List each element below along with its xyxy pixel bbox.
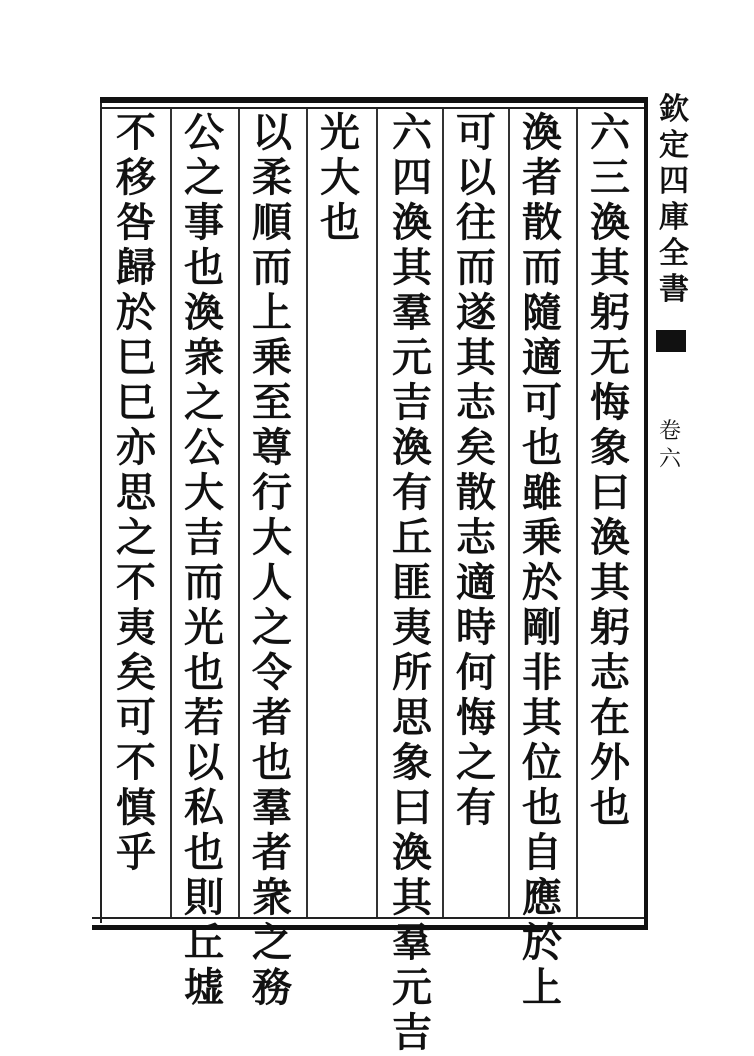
glyph: 於: [522, 919, 562, 966]
glyph: 曰: [590, 469, 630, 516]
glyph: 墟: [184, 964, 224, 1011]
glyph: 躬: [590, 289, 630, 336]
glyph: 也: [320, 199, 360, 246]
glyph: 有: [456, 784, 496, 831]
glyph: 四: [659, 164, 689, 199]
column-divider: [442, 109, 444, 917]
glyph: 以: [456, 154, 496, 201]
glyph: 渙: [392, 424, 432, 471]
glyph: 渙: [184, 289, 224, 336]
glyph: 散: [522, 199, 562, 246]
glyph: 而: [522, 244, 562, 291]
glyph: 公: [184, 109, 224, 156]
glyph: 吉: [184, 514, 224, 561]
glyph: 不: [116, 739, 156, 786]
text-column-2: [514, 110, 570, 1010]
glyph: 丘: [184, 919, 224, 966]
glyph: 於: [522, 559, 562, 606]
text-column-1: [582, 110, 638, 830]
glyph: 至: [252, 379, 292, 426]
glyph: 何: [456, 649, 496, 696]
column-divider: [508, 109, 510, 917]
glyph: 慎: [116, 784, 156, 831]
glyph: 渙: [392, 829, 432, 876]
text-column-4: [384, 110, 440, 1055]
glyph: 於: [116, 289, 156, 336]
glyph: 大: [252, 514, 292, 561]
glyph: 而: [456, 244, 496, 291]
glyph: 思: [392, 694, 432, 741]
glyph: 志: [590, 649, 630, 696]
glyph: 光: [320, 109, 360, 156]
glyph: 元: [392, 964, 432, 1011]
glyph: 渙: [590, 199, 630, 246]
glyph: 之: [116, 514, 156, 561]
glyph: 之: [252, 604, 292, 651]
volume-marker-block: [656, 330, 686, 352]
glyph: 矣: [116, 649, 156, 696]
glyph: 其: [392, 244, 432, 291]
glyph: 也: [590, 784, 630, 831]
glyph: 六: [392, 109, 432, 156]
glyph: 乗: [522, 514, 562, 561]
margin-book-title: [652, 92, 696, 308]
glyph: 巳: [116, 379, 156, 426]
glyph: 象: [392, 739, 432, 786]
glyph: 渙: [522, 109, 562, 156]
column-divider: [170, 109, 172, 917]
glyph: 衆: [252, 874, 292, 921]
glyph: 也: [184, 649, 224, 696]
glyph: 上: [252, 289, 292, 336]
glyph: 渙: [392, 199, 432, 246]
glyph: 大: [184, 469, 224, 516]
top-border-thin: [100, 107, 648, 109]
glyph: 亦: [116, 424, 156, 471]
glyph: 也: [184, 244, 224, 291]
glyph: 柔: [252, 154, 292, 201]
glyph: 咎: [116, 199, 156, 246]
glyph: 其: [392, 874, 432, 921]
glyph: 者: [252, 829, 292, 876]
margin-volume-label: [652, 418, 688, 474]
glyph: 之: [184, 154, 224, 201]
glyph: 剛: [522, 604, 562, 651]
glyph: 躬: [590, 604, 630, 651]
glyph: 之: [184, 379, 224, 426]
glyph: 不: [116, 559, 156, 606]
glyph: 令: [252, 649, 292, 696]
glyph: 應: [522, 874, 562, 921]
top-border-thick: [100, 97, 648, 103]
text-column-5: [312, 110, 368, 245]
glyph: 乗: [252, 334, 292, 381]
glyph: 往: [456, 199, 496, 246]
column-divider: [306, 109, 308, 917]
glyph: 志: [456, 514, 496, 561]
column-divider: [376, 109, 378, 917]
glyph: 書: [659, 272, 689, 307]
glyph: 羣: [392, 289, 432, 336]
glyph: 也: [522, 784, 562, 831]
glyph: 在: [590, 694, 630, 741]
glyph: 定: [659, 128, 689, 163]
glyph: 丘: [392, 514, 432, 561]
glyph: 有: [392, 469, 432, 516]
glyph: 私: [184, 784, 224, 831]
glyph: 矣: [456, 424, 496, 471]
glyph: 則: [184, 874, 224, 921]
glyph: 庫: [659, 200, 689, 235]
right-border: [644, 103, 648, 925]
glyph: 可: [456, 109, 496, 156]
glyph: 元: [392, 334, 432, 381]
column-divider: [238, 109, 240, 917]
text-column-8: [108, 110, 164, 875]
glyph: 遂: [456, 289, 496, 336]
glyph: 无: [590, 334, 630, 381]
glyph: 其: [456, 334, 496, 381]
glyph: 吉: [392, 1009, 432, 1056]
glyph: 非: [522, 649, 562, 696]
glyph: 六: [658, 447, 681, 472]
glyph: 巳: [116, 334, 156, 381]
glyph: 其: [522, 694, 562, 741]
glyph: 四: [392, 154, 432, 201]
glyph: 全: [659, 236, 689, 271]
text-column-6: [244, 110, 300, 1010]
glyph: 以: [184, 739, 224, 786]
glyph: 夷: [116, 604, 156, 651]
glyph: 歸: [116, 244, 156, 291]
glyph: 而: [252, 244, 292, 291]
glyph: 思: [116, 469, 156, 516]
text-column-7: [176, 110, 232, 1010]
glyph: 乎: [116, 829, 156, 876]
glyph: 以: [252, 109, 292, 156]
glyph: 象: [590, 424, 630, 471]
glyph: 若: [184, 694, 224, 741]
glyph: 隨: [522, 289, 562, 336]
glyph: 尊: [252, 424, 292, 471]
glyph: 可: [522, 379, 562, 426]
glyph: 所: [392, 649, 432, 696]
glyph: 公: [184, 424, 224, 471]
glyph: 時: [456, 604, 496, 651]
glyph: 適: [522, 334, 562, 381]
column-divider: [576, 109, 578, 917]
glyph: 位: [522, 739, 562, 786]
glyph: 自: [522, 829, 562, 876]
glyph: 欽: [659, 92, 689, 127]
glyph: 六: [590, 109, 630, 156]
glyph: 其: [590, 559, 630, 606]
glyph: 適: [456, 559, 496, 606]
glyph: 務: [252, 964, 292, 1011]
glyph: 人: [252, 559, 292, 606]
glyph: 者: [522, 154, 562, 201]
glyph: 卷: [658, 419, 681, 444]
glyph: 志: [456, 379, 496, 426]
glyph: 曰: [392, 784, 432, 831]
left-border: [100, 103, 102, 923]
glyph: 雖: [522, 469, 562, 516]
glyph: 之: [252, 919, 292, 966]
glyph: 渙: [590, 514, 630, 561]
glyph: 而: [184, 559, 224, 606]
glyph: 之: [456, 739, 496, 786]
glyph: 上: [522, 964, 562, 1011]
glyph: 者: [252, 694, 292, 741]
glyph: 羣: [392, 919, 432, 966]
glyph: 其: [590, 244, 630, 291]
glyph: 光: [184, 604, 224, 651]
glyph: 衆: [184, 334, 224, 381]
glyph: 順: [252, 199, 292, 246]
glyph: 匪: [392, 559, 432, 606]
glyph: 羣: [252, 784, 292, 831]
glyph: 可: [116, 694, 156, 741]
glyph: 不: [116, 109, 156, 156]
glyph: 也: [184, 829, 224, 876]
glyph: 也: [252, 739, 292, 786]
glyph: 吉: [392, 379, 432, 426]
glyph: 移: [116, 154, 156, 201]
glyph: 悔: [456, 694, 496, 741]
glyph: 悔: [590, 379, 630, 426]
text-column-3: [448, 110, 504, 830]
glyph: 夷: [392, 604, 432, 651]
glyph: 也: [522, 424, 562, 471]
glyph: 散: [456, 469, 496, 516]
glyph: 三: [590, 154, 630, 201]
glyph: 外: [590, 739, 630, 786]
glyph: 事: [184, 199, 224, 246]
glyph: 行: [252, 469, 292, 516]
glyph: 大: [320, 154, 360, 201]
